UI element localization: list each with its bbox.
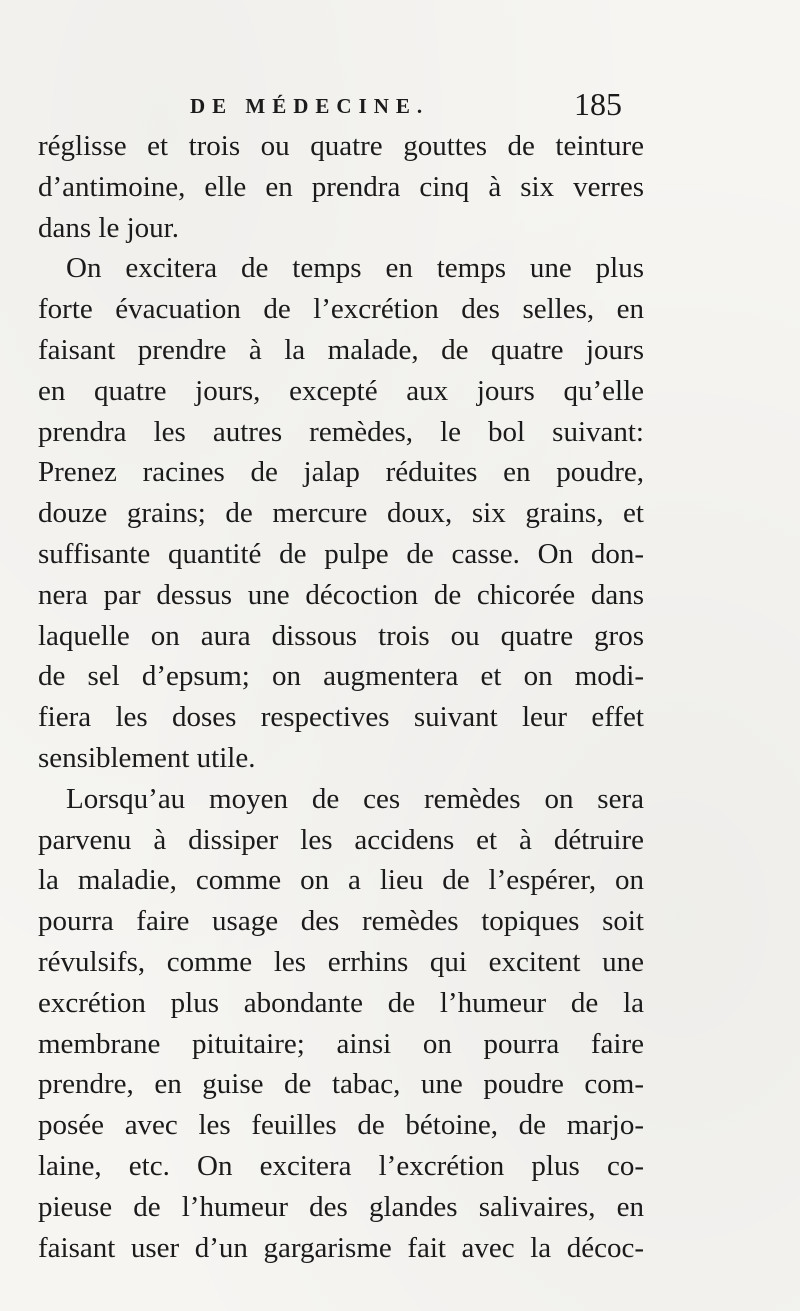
text-line: forte évacuation de l’excrétion des selles, en [38, 293, 644, 326]
text-line: excrétion plus abondante de l’humeur de la [38, 986, 644, 1019]
text-line: douze grains; de mercure doux, six grains, et [38, 497, 644, 530]
page-number: 185 [574, 86, 622, 122]
paragraph-start-line: Lorsqu’au moyen de ces remèdes on sera [66, 782, 644, 815]
text-line: suffisante quantité de pulpe de casse. On don- [38, 537, 644, 570]
text-line: sensiblement utile. [38, 741, 256, 774]
text-line: pieuse de l’humeur des glandes salivaires, en [38, 1190, 644, 1223]
text-line: réglisse et trois ou quatre gouttes de teinture [38, 130, 644, 162]
text-line: faisant user d’un gargarisme fait avec la décoc- [38, 1231, 644, 1264]
text-line: prendra les autres remèdes, le bol suivant: [38, 415, 644, 448]
text-line: fiera les doses respectives suivant leur effet [38, 701, 644, 734]
text-line: parvenu à dissiper les accidens et à détruire [38, 823, 644, 856]
text-line: en quatre jours, excepté aux jours qu’elle [38, 374, 644, 407]
text-line: Prenez racines de jalap réduites en poudre, [38, 456, 644, 489]
text-line: de sel d’epsum; on augmentera et on modi- [38, 660, 644, 693]
paragraph-start-line: On excitera de temps en temps une plus [66, 252, 644, 285]
text-line: d’antimoine, elle en prendra cinq à six verres [38, 170, 644, 203]
text-line: faisant prendre à la malade, de quatre jours [38, 333, 644, 366]
text-line: pourra faire usage des remèdes topiques soit [38, 905, 644, 938]
body-text [38, 126, 644, 1268]
text-line: révulsifs, comme les errhins qui excitent une [38, 945, 644, 978]
text-line: prendre, en guise de tabac, une poudre com- [38, 1068, 644, 1101]
text-line: laquelle on aura dissous trois ou quatre gros [38, 619, 644, 652]
running-head: DE MÉDECINE. [190, 94, 430, 118]
text-line: membrane pituitaire; ainsi on pourra faire [38, 1027, 644, 1060]
text-line: posée avec les feuilles de bétoine, de marjo- [38, 1109, 644, 1142]
text-line: laine, etc. On excitera l’excrétion plus co- [38, 1149, 644, 1182]
text-line: la maladie, comme on a lieu de l’espérer, on [38, 864, 644, 897]
text-line: nera par dessus une décoction de chicorée dans [38, 578, 644, 611]
text-line: dans le jour. [38, 211, 179, 244]
page-header [190, 86, 750, 126]
